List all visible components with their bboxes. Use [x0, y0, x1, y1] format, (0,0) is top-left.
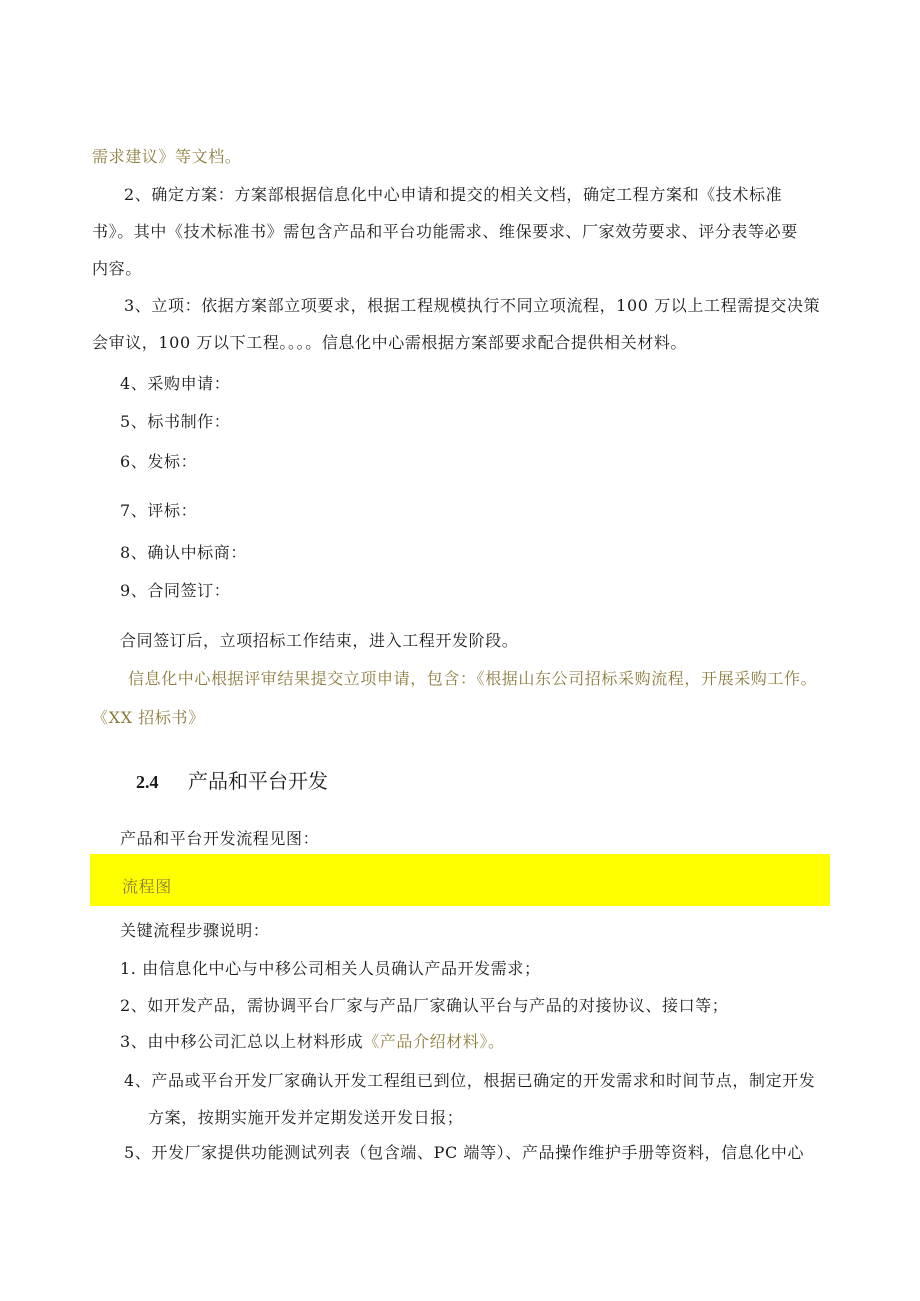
key-steps-title: 关键流程步骤说明：	[120, 921, 270, 940]
olive-paragraph-line-2: 《XX 招标书》	[92, 708, 205, 727]
key-step-3	[120, 1031, 505, 1053]
step-4-purchase-request: 4、采购申请：	[120, 374, 231, 393]
section-heading	[136, 768, 328, 795]
key-step-4-line-1: 4、产品或平台开发厂家确认开发工程组已到位，根据已确定的开发需求和时间节点，制定开发	[124, 1071, 816, 1090]
paragraph-step-2-line-1: 2、确定方案：方案部根据信息化中心申请和提交的相关文档，确定工程方案和《技术标准	[124, 185, 783, 204]
step-5-bid-document: 5、标书制作：	[120, 412, 231, 431]
key-step-4-line-2: 方案，按期实施开发并定期发送开发日报；	[148, 1108, 464, 1127]
paragraph-step-3-line-2: 会审议，100 万以下工程。。。。信息化中心需根据方案部要求配合提供相关材料。	[92, 333, 688, 352]
step-7-bid-evaluation: 7、评标：	[120, 501, 198, 520]
flowchart-placeholder-label: 流程图	[122, 877, 172, 896]
key-step-5: 5、开发厂家提供功能测试列表（包含端、PC 端等）、产品操作维护手册等资料，信息化中心	[124, 1143, 805, 1162]
flowchart-placeholder-highlight	[90, 854, 830, 906]
contract-signed-paragraph: 合同签订后，立项招标工作结束，进入工程开发阶段。	[120, 631, 519, 650]
section-number: 2.4	[136, 772, 159, 792]
olive-paragraph-line-1: 信息化中心根据评审结果提交立项申请，包含：《根据山东公司招标采购流程，开展采购工作。	[128, 669, 818, 688]
section-title: 产品和平台开发	[188, 769, 328, 793]
key-step-3-document-name: 《产品介绍材料》。	[363, 1032, 505, 1051]
step-6-issue-bid: 6、发标：	[120, 452, 198, 471]
flow-intro-text: 产品和平台开发流程见图：	[120, 829, 320, 848]
paragraph-step-2-line-2: 书》。其中《技术标准书》需包含产品和平台功能需求、维保要求、厂家效劳要求、评分表等必要	[92, 222, 798, 241]
step-8-confirm-winner: 8、确认中标商：	[120, 543, 247, 562]
key-step-2: 2、如开发产品，需协调平台厂家与产品厂家确认平台与产品的对接协议、接口等；	[120, 996, 729, 1015]
paragraph-continuation: 需求建议》等文档。	[92, 147, 242, 166]
paragraph-step-2-line-3: 内容。	[92, 259, 142, 278]
paragraph-step-3-line-1: 3、立项：依据方案部立项要求，根据工程规模执行不同立项流程，100 万以上工程需提交决策	[124, 296, 821, 315]
step-9-contract-signing: 9、合同签订：	[120, 581, 231, 600]
key-step-3-text: 3、由中移公司汇总以上材料形成	[120, 1032, 364, 1051]
key-step-1: 1. 由信息化中心与中移公司相关人员确认产品开发需求；	[120, 959, 541, 978]
